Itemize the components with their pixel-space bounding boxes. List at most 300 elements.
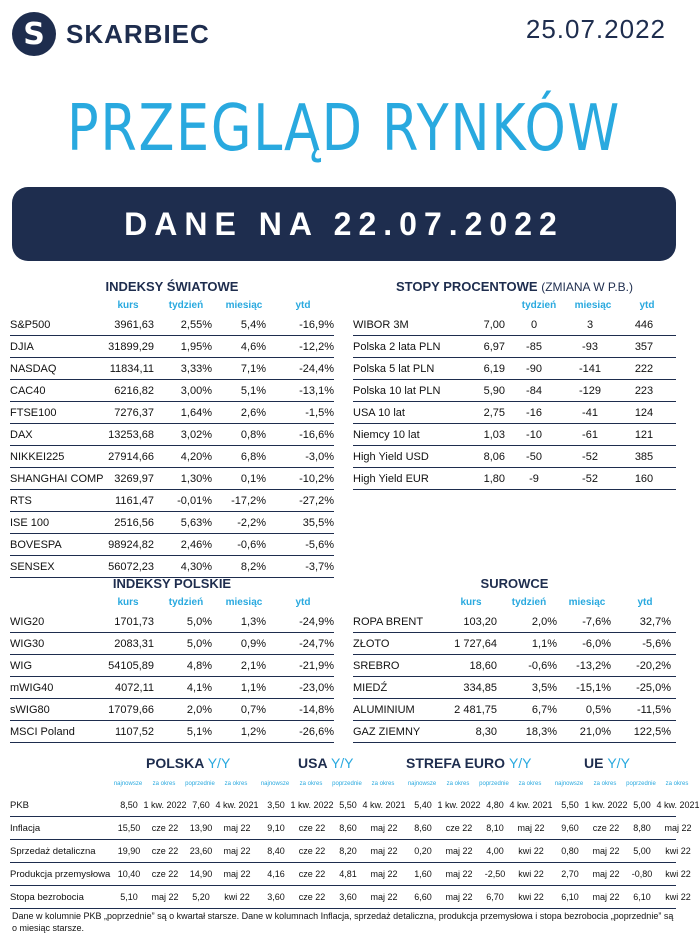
row-value: 56072,23: [108, 560, 154, 573]
row-value: -21,9%: [299, 659, 334, 672]
row-value: 4,20%: [180, 450, 212, 463]
report-date: 25.07.2022: [525, 14, 666, 44]
macro-value: maj 22: [445, 892, 473, 902]
footnote: Dane w kolumnie PKB „poprzednie” są o kwartał starsze. Dane w kolumnach Inflacja, sprzedaż detaliczna, produkcja przemysłowa i stopa bezrobocia „poprzednie” są o miesiąc starsze.: [12, 911, 674, 933]
macro-value: 6,10: [561, 892, 579, 902]
row-value: -1,5%: [305, 406, 334, 419]
world-indices-section: [10, 279, 334, 578]
macro-row: [10, 886, 691, 909]
macro-section: [10, 755, 700, 905]
macro-value: kwi 22: [518, 846, 544, 856]
macro-value: 1,60: [414, 869, 432, 879]
row-value: 223: [634, 384, 654, 397]
macro-value: kwi 22: [518, 869, 544, 879]
row-value: 7,00: [483, 318, 505, 331]
table-row: [10, 402, 334, 424]
row-value: -5,6%: [305, 538, 334, 551]
macro-value: 4,00: [486, 846, 504, 856]
table-row: [353, 402, 676, 424]
macro-col-header: najnowsze: [554, 781, 584, 787]
macro-value: 4,16: [267, 869, 285, 879]
macro-value: 8,10: [486, 823, 504, 833]
row-value: 17079,66: [108, 703, 154, 716]
col-header: ytd: [295, 597, 311, 608]
row-value: 8,06: [483, 450, 505, 463]
row-value: 5,0%: [186, 637, 212, 650]
row-label: SREBRO: [353, 659, 400, 672]
macro-col-header: poprzednie: [332, 781, 362, 787]
row-value: 6,19: [483, 362, 505, 375]
row-label: MSCI Poland: [10, 725, 75, 738]
row-value: -52: [582, 450, 598, 463]
table-row: [10, 556, 334, 578]
macro-value: 5,00: [633, 846, 651, 856]
row-value: 4072,11: [115, 681, 154, 694]
row-label: ROPA BRENT: [353, 615, 424, 628]
row-label: WIG20: [10, 615, 45, 628]
row-value: -26,6%: [299, 725, 334, 738]
interest-rates-section: [353, 279, 676, 490]
table-row: [353, 314, 676, 336]
row-value: 7,1%: [240, 362, 266, 375]
col-header: tydzień: [168, 597, 204, 608]
row-value: 2,55%: [180, 318, 212, 331]
row-value: 6,97: [483, 340, 505, 353]
row-value: -24,9%: [299, 615, 334, 628]
row-value: 1,64%: [180, 406, 212, 419]
row-value: 1161,47: [115, 494, 154, 507]
row-value: -5,6%: [642, 637, 671, 650]
table-row: [353, 699, 676, 721]
row-value: 32,7%: [639, 615, 671, 628]
row-value: 1,80: [483, 472, 505, 485]
macro-value: 4 kw. 2021: [362, 800, 406, 810]
macro-row: [10, 817, 692, 840]
row-value: -129: [578, 384, 602, 397]
table-row: [10, 677, 334, 699]
col-header: tydzień: [521, 300, 557, 311]
macro-value: 10,40: [117, 869, 141, 879]
macro-col-header: poprzednie: [185, 781, 215, 787]
table-row: [353, 633, 676, 655]
macro-col-header: za okres: [665, 781, 689, 787]
row-value: -41: [582, 406, 598, 419]
macro-value: 7,60: [192, 800, 210, 810]
macro-col-header: najnowsze: [260, 781, 290, 787]
macro-value: 6,70: [486, 892, 504, 902]
col-header: tydzień: [511, 597, 547, 608]
macro-value: 1 kw. 2022: [437, 800, 481, 810]
row-value: 2,0%: [186, 703, 212, 716]
world-indices-title: INDEKSY ŚWIATOWE: [105, 279, 239, 294]
row-value: -50: [526, 450, 542, 463]
row-value: -24,7%: [299, 637, 334, 650]
col-header: miesiąc: [574, 300, 612, 311]
row-value: -20,2%: [636, 659, 671, 672]
table-row: [353, 358, 676, 380]
region-yy: Y/Y: [508, 755, 532, 771]
row-value: 385: [634, 450, 654, 463]
row-value: 160: [634, 472, 654, 485]
macro-col-header: poprzednie: [479, 781, 509, 787]
macro-value: 9,60: [561, 823, 579, 833]
table-row: [10, 699, 334, 721]
row-value: 121: [634, 428, 654, 441]
row-value: 2,46%: [180, 538, 212, 551]
macro-row: [10, 840, 691, 863]
row-value: 98924,82: [108, 538, 154, 551]
macro-value: maj 22: [370, 823, 398, 833]
row-value: 0,8%: [240, 428, 266, 441]
row-value: 446: [634, 318, 654, 331]
macro-value: maj 22: [445, 846, 473, 856]
row-label: Polska 10 lat PLN: [353, 384, 441, 397]
macro-value: maj 22: [664, 823, 692, 833]
brand-logo: [12, 12, 210, 56]
row-label: WIG30: [10, 637, 45, 650]
macro-row-label: Produkcja przemysłowa: [10, 869, 111, 880]
row-value: 222: [634, 362, 654, 375]
row-value: 5,4%: [240, 318, 266, 331]
region-name: POLSKA: [146, 755, 204, 771]
macro-value: maj 22: [370, 846, 398, 856]
row-value: -93: [582, 340, 598, 353]
row-value: 6,8%: [240, 450, 266, 463]
table-row: [353, 611, 676, 633]
col-header: kurs: [460, 597, 482, 608]
macro-value: 3,50: [267, 800, 285, 810]
table-row: [353, 380, 676, 402]
macro-value: 13,90: [189, 823, 213, 833]
macro-value: -2,50: [484, 869, 506, 879]
row-label: Polska 2 lata PLN: [353, 340, 441, 353]
table-row: [10, 446, 334, 468]
macro-value: kwi 22: [665, 846, 691, 856]
row-value: -13,2%: [576, 659, 611, 672]
macro-value: 5,10: [120, 892, 138, 902]
macro-value: maj 22: [517, 823, 545, 833]
row-value: 5,90: [483, 384, 505, 397]
row-value: -24,4%: [299, 362, 334, 375]
table-row: [10, 721, 334, 743]
row-label: SHANGHAI COMP: [10, 472, 104, 485]
row-value: 0: [530, 318, 538, 331]
row-value: -9: [529, 472, 539, 485]
macro-value: 1 kw. 2022: [143, 800, 187, 810]
row-value: 3269,97: [114, 472, 154, 485]
macro-value: -0,80: [631, 869, 653, 879]
macro-value: maj 22: [592, 846, 620, 856]
row-label: CAC40: [10, 384, 46, 397]
row-value: -0,01%: [177, 494, 212, 507]
row-label: GAZ ZIEMNY: [353, 725, 421, 738]
macro-value: maj 22: [592, 892, 620, 902]
row-value: 2083,31: [114, 637, 154, 650]
macro-value: kwi 22: [518, 892, 544, 902]
row-label: High Yield EUR: [353, 472, 429, 485]
table-row: [10, 611, 334, 633]
row-value: 4,8%: [186, 659, 212, 672]
rates-subtitle: (ZMIANA W P.B.): [541, 280, 633, 294]
macro-value: 6,10: [633, 892, 651, 902]
row-value: 122,5%: [633, 725, 671, 738]
col-header: ytd: [639, 300, 655, 311]
macro-value: 8,40: [267, 846, 285, 856]
page-title: PRZEGLĄD RYNKÓW: [67, 92, 621, 166]
macro-value: kwi 22: [665, 892, 691, 902]
row-value: 35,5%: [302, 516, 334, 529]
macro-value: maj 22: [592, 869, 620, 879]
row-value: 103,20: [463, 615, 497, 628]
row-value: 0,9%: [240, 637, 266, 650]
table-row: [10, 380, 334, 402]
macro-value: 4 kw. 2021: [215, 800, 259, 810]
polish-indices-header: [10, 597, 334, 608]
table-row: [10, 314, 334, 336]
region-yy: Y/Y: [330, 755, 354, 771]
row-value: -3,0%: [305, 450, 334, 463]
row-value: -15,1%: [576, 681, 611, 694]
macro-value: maj 22: [223, 846, 251, 856]
macro-value: 8,80: [633, 823, 651, 833]
macro-value: 9,10: [267, 823, 285, 833]
row-label: SENSEX: [10, 560, 55, 573]
row-value: 124: [634, 406, 654, 419]
interest-rates-title: [353, 279, 676, 294]
row-value: 21,0%: [579, 725, 611, 738]
macro-value: 4,80: [486, 800, 504, 810]
row-value: 357: [634, 340, 654, 353]
row-value: 4,30%: [180, 560, 212, 573]
macro-value: 5,20: [192, 892, 210, 902]
row-value: 6,7%: [531, 703, 557, 716]
region-name: STREFA EURO: [406, 755, 506, 771]
table-row: [353, 655, 676, 677]
row-value: 3,33%: [180, 362, 212, 375]
macro-row-label: PKB: [10, 800, 30, 811]
macro-value: cze 22: [298, 892, 326, 902]
row-value: 1,95%: [180, 340, 212, 353]
table-row: [353, 468, 676, 490]
row-value: -90: [526, 362, 542, 375]
row-value: 2,1%: [240, 659, 266, 672]
macro-value: 23,60: [189, 846, 213, 856]
row-label: RTS: [10, 494, 32, 507]
row-value: 334,85: [463, 681, 497, 694]
row-value: -16,9%: [299, 318, 334, 331]
row-value: -84: [526, 384, 542, 397]
commodities-title: SUROWCE: [480, 576, 549, 591]
row-value: 54105,89: [108, 659, 154, 672]
brand-name: SKARBIEC: [66, 18, 210, 49]
macro-value: 1 kw. 2022: [290, 800, 334, 810]
macro-row: [10, 863, 691, 886]
row-label: WIBOR 3M: [353, 318, 409, 331]
row-value: 2,0%: [531, 615, 557, 628]
col-header: miesiąc: [568, 597, 606, 608]
row-value: 1,1%: [240, 681, 266, 694]
macro-row: [10, 794, 700, 817]
row-value: -0,6%: [528, 659, 557, 672]
macro-value: cze 22: [151, 846, 179, 856]
row-label: Polska 5 lat PLN: [353, 362, 435, 375]
macro-value: maj 22: [151, 892, 179, 902]
region-name: USA: [298, 755, 328, 771]
row-label: BOVESPA: [10, 538, 62, 551]
row-value: -16,6%: [299, 428, 334, 441]
row-label: USA 10 lat: [353, 406, 405, 419]
row-value: 2,75: [483, 406, 505, 419]
row-value: 11834,11: [109, 362, 154, 375]
table-row: [10, 424, 334, 446]
macro-value: 2,70: [561, 869, 579, 879]
macro-value: cze 22: [298, 823, 326, 833]
polish-indices-title: INDEKSY POLSKIE: [112, 576, 232, 591]
macro-value: maj 22: [223, 869, 251, 879]
row-value: -23,0%: [299, 681, 334, 694]
row-value: -2,2%: [237, 516, 266, 529]
macro-col-header: za okres: [224, 781, 248, 787]
row-label: NIKKEI225: [10, 450, 65, 463]
col-header: miesiąc: [225, 300, 263, 311]
commodities-header: [353, 597, 676, 608]
col-header: miesiąc: [225, 597, 263, 608]
macro-value: kwi 22: [665, 869, 691, 879]
macro-value: 3,60: [267, 892, 285, 902]
macro-value: maj 22: [370, 869, 398, 879]
macro-value: 8,50: [120, 800, 138, 810]
row-label: ISE 100: [10, 516, 50, 529]
row-value: -11,5%: [636, 703, 671, 716]
macro-value: cze 22: [445, 823, 473, 833]
row-label: S&P500: [10, 318, 51, 331]
macro-col-header: za okres: [152, 781, 176, 787]
row-label: High Yield USD: [353, 450, 429, 463]
macro-value: 19,90: [117, 846, 141, 856]
macro-value: cze 22: [151, 823, 179, 833]
row-value: 3961,63: [114, 318, 154, 331]
world-indices-header: [10, 300, 334, 311]
row-value: 18,60: [469, 659, 497, 672]
row-value: 3,5%: [531, 681, 557, 694]
row-value: -85: [526, 340, 542, 353]
col-header: tydzień: [168, 300, 204, 311]
row-value: -14,8%: [299, 703, 334, 716]
macro-region-title: [406, 755, 532, 771]
macro-value: cze 22: [151, 869, 179, 879]
row-label: DAX: [10, 428, 33, 441]
macro-row-label: Sprzedaż detaliczna: [10, 846, 96, 857]
macro-col-header: za okres: [371, 781, 395, 787]
row-value: 1,3%: [240, 615, 266, 628]
macro-value: 3,60: [339, 892, 357, 902]
macro-col-header: za okres: [299, 781, 323, 787]
row-label: WIG: [10, 659, 32, 672]
row-value: -7,6%: [582, 615, 611, 628]
row-value: -3,7%: [305, 560, 334, 573]
macro-col-header: najnowsze: [407, 781, 437, 787]
polish-indices-section: [10, 576, 334, 743]
col-header: ytd: [637, 597, 653, 608]
row-value: 5,0%: [186, 615, 212, 628]
row-value: 1,1%: [531, 637, 557, 650]
table-row: [10, 336, 334, 358]
macro-value: 15,50: [117, 823, 141, 833]
row-value: -17,2%: [231, 494, 266, 507]
row-value: 0,5%: [585, 703, 611, 716]
macro-value: 5,40: [414, 800, 432, 810]
table-row: [10, 468, 334, 490]
row-value: -27,2%: [299, 494, 334, 507]
row-label: DJIA: [10, 340, 34, 353]
rates-title-text: STOPY PROCENTOWE: [395, 279, 538, 294]
row-value: 6216,82: [114, 384, 154, 397]
table-row: [10, 655, 334, 677]
row-value: -25,0%: [636, 681, 671, 694]
macro-value: cze 22: [298, 846, 326, 856]
macro-value: 8,20: [339, 846, 357, 856]
macro-value: 8,60: [339, 823, 357, 833]
region-yy: Y/Y: [207, 755, 231, 771]
macro-value: 6,60: [414, 892, 432, 902]
row-value: 2,6%: [240, 406, 266, 419]
row-label: mWIG40: [10, 681, 54, 694]
row-value: 3: [586, 318, 594, 331]
macro-value: 8,60: [414, 823, 432, 833]
row-value: 1701,73: [114, 615, 154, 628]
row-value: -10,2%: [299, 472, 334, 485]
row-label: MIEDŹ: [353, 681, 388, 694]
macro-value: 5,50: [339, 800, 357, 810]
row-label: ZŁOTO: [353, 637, 390, 650]
row-value: -16: [526, 406, 542, 419]
row-value: 5,63%: [180, 516, 212, 529]
row-value: 0,1%: [240, 472, 266, 485]
row-label: FTSE100: [10, 406, 57, 419]
row-value: 3,02%: [180, 428, 212, 441]
macro-value: 4 kw. 2021: [509, 800, 553, 810]
macro-value: 14,90: [189, 869, 213, 879]
row-value: 7276,37: [114, 406, 154, 419]
row-value: 8,30: [475, 725, 497, 738]
macro-value: kwi 22: [224, 892, 250, 902]
macro-value: 0,20: [414, 846, 432, 856]
macro-col-header: najnowsze: [113, 781, 143, 787]
row-label: sWIG80: [10, 703, 50, 716]
macro-col-header: za okres: [446, 781, 470, 787]
row-value: 2516,56: [114, 516, 154, 529]
row-value: -61: [582, 428, 598, 441]
col-header: kurs: [117, 597, 139, 608]
table-row: [10, 633, 334, 655]
row-value: -12,2%: [299, 340, 334, 353]
row-value: 2 481,75: [454, 703, 497, 716]
row-value: 4,6%: [240, 340, 266, 353]
row-value: 31899,29: [108, 340, 154, 353]
row-value: 0,7%: [240, 703, 266, 716]
row-value: 18,3%: [525, 725, 557, 738]
macro-value: 0,80: [561, 846, 579, 856]
table-row: [353, 336, 676, 358]
macro-value: 4,81: [339, 869, 357, 879]
region-yy: Y/Y: [607, 755, 630, 771]
row-value: 8,2%: [240, 560, 266, 573]
row-value: -6,0%: [582, 637, 611, 650]
row-value: 3,00%: [180, 384, 212, 397]
row-value: -0,6%: [237, 538, 266, 551]
macro-col-header: za okres: [518, 781, 542, 787]
macro-value: 1 kw. 2022: [584, 800, 628, 810]
